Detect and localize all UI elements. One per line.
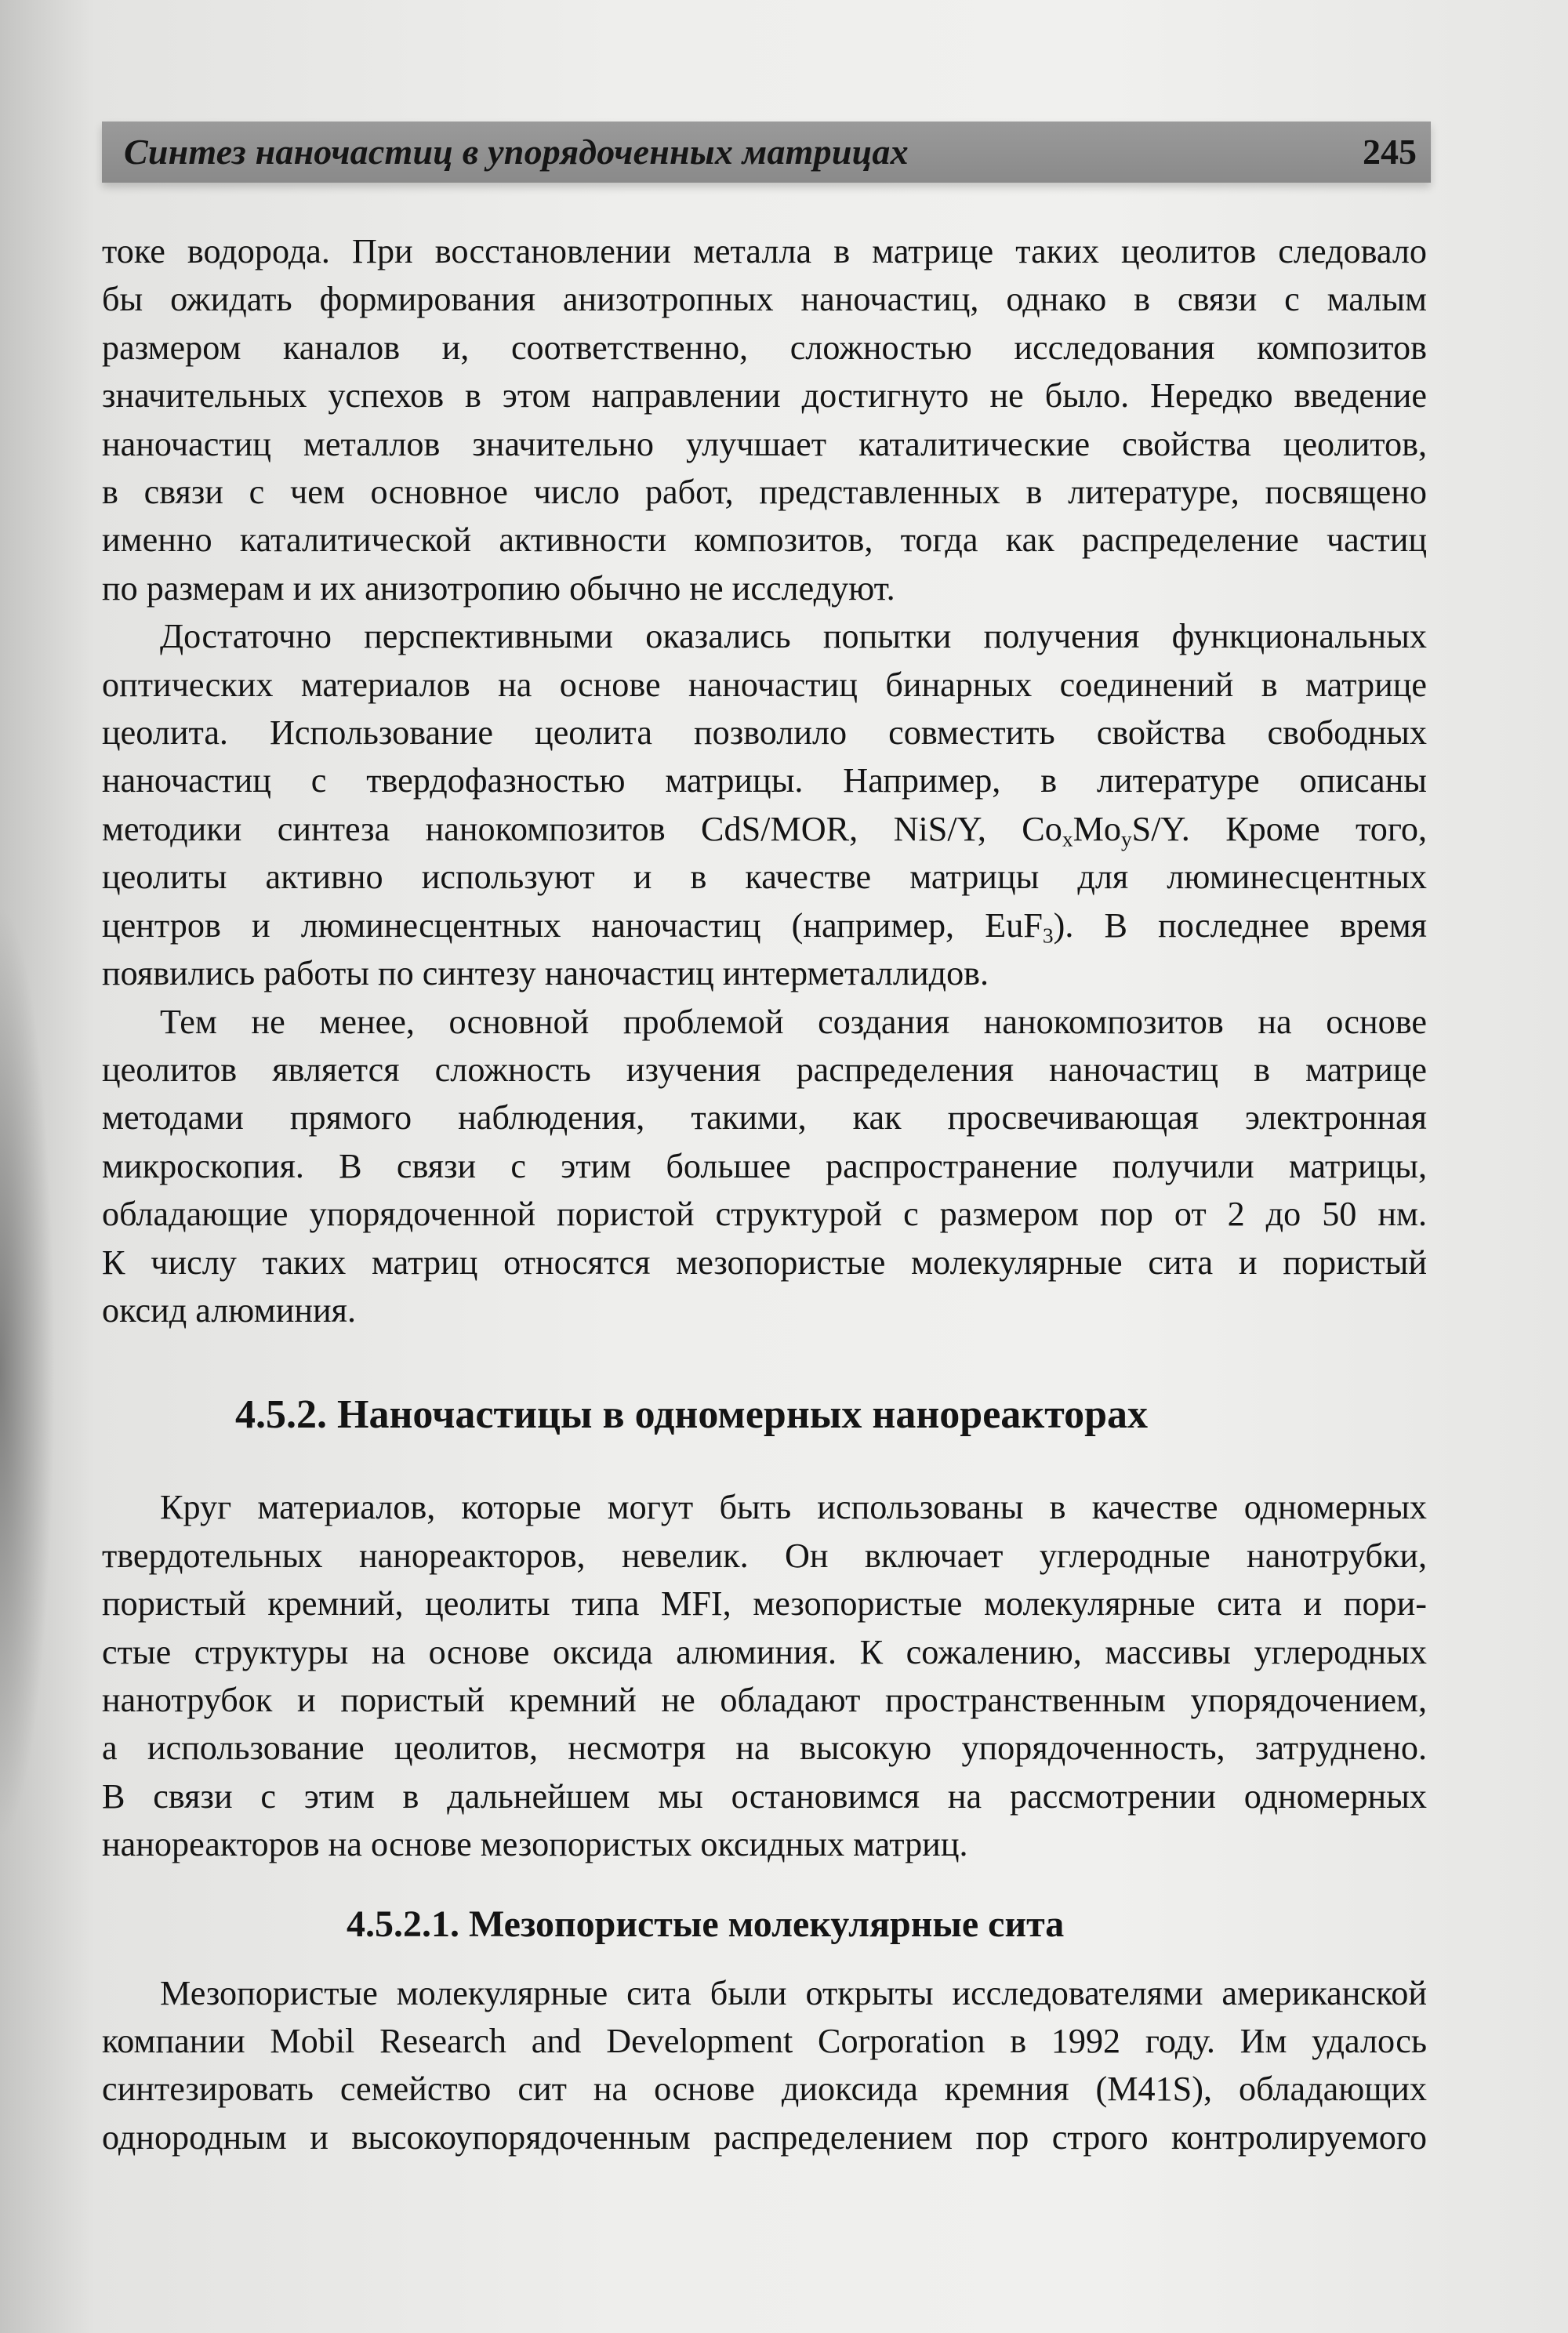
text-line: однородным и высокоупорядоченным распределением пор строго контролируемого [102, 2117, 1427, 2157]
subsection-heading: 4.5.2.1. Мезопористые молекулярные сита [347, 1903, 1065, 1945]
text-line: наночастиц металлов значительно улучшает каталитические свойства цеолитов, [102, 424, 1427, 463]
text-line: твердотельных нанореакторов, невелик. Он включает углеродные нанотрубки, [102, 1536, 1427, 1575]
page-number: 245 [1363, 132, 1417, 172]
text-line: В связи с этим в дальнейшем мы остановимся на рассмотрении одномерных [102, 1776, 1427, 1816]
text-fragment: центров и люминесцентных наночастиц (например, EuF [102, 905, 1043, 945]
text-line: оптических материалов на основе наночастиц бинарных соединений в матрице [102, 665, 1427, 704]
subscript: x [1062, 827, 1073, 851]
paragraph-3 [102, 998, 1427, 1335]
paragraph-4 [102, 1483, 1427, 1868]
text-line: обладающие упорядоченной пористой структурой с размером пор от 2 до 50 нм. [102, 1195, 1427, 1234]
text-line: оксид алюминия. [102, 1290, 357, 1330]
text-line: нанотрубок и пористый кремний не обладают пространственным упорядочением, [102, 1680, 1427, 1719]
text-line: а использование цеолитов, несмотря на высокую упорядоченность, затруднено. [102, 1729, 1427, 1768]
text-fragment: S/Y. Кроме того, [1131, 809, 1427, 848]
text-line: Достаточно перспективными оказались попытки получения функциональных [160, 617, 1427, 656]
text-line: компании Mobil Research and Development Corporation в 1992 году. Им удалось [102, 2022, 1427, 2060]
section-heading: 4.5.2. Наночастицы в одномерных нанореакторах [235, 1392, 1149, 1438]
paragraph-2 [102, 612, 1427, 997]
text-line: цеолита. Использование цеолита позволило совместить свойства свободных [102, 713, 1427, 753]
text-line-formula [102, 902, 1427, 949]
text-line: К числу таких матриц относятся мезопористые молекулярные сита и пористый [102, 1243, 1427, 1282]
text-line: размером каналов и, соответственно, сложностью исследования композитов [102, 328, 1427, 367]
text-line: Мезопористые молекулярные сита были открыты исследователями американской [160, 1973, 1427, 2012]
paragraph-5 [102, 1969, 1427, 2162]
text-line: пористый кремний, цеолиты типа MFI, мезопористые молекулярные сита и пори- [102, 1584, 1427, 1624]
paragraph-1 [102, 227, 1427, 612]
text-fragment: Mo [1073, 809, 1121, 848]
running-header [102, 122, 1431, 183]
text-line: нанореакторов на основе мезопористых оксидных матриц. [102, 1825, 968, 1864]
text-line: по размерам и их анизотропию обычно не исследуют. [102, 568, 895, 608]
subscript: 3 [1042, 923, 1054, 948]
text-line: методами прямого наблюдения, такими, как просвечивающая электронная [102, 1098, 1427, 1137]
text-line: Круг материалов, которые могут быть использованы в качестве одномерных [160, 1488, 1427, 1527]
running-header-title: Синтез наночастиц в упорядоченных матрицах [124, 132, 909, 172]
text-fragment: ). В последнее время [1053, 905, 1427, 945]
text-line: появились работы по синтезу наночастиц интерметаллидов. [102, 954, 989, 993]
text-line: цеолитов является сложность изучения распределения наночастиц в матрице [102, 1050, 1427, 1089]
text-line: именно каталитической активности композитов, тогда как распределение частиц [102, 521, 1427, 560]
text-line: значительных успехов в этом направлении достигнуто не было. Нередко введение [102, 376, 1427, 415]
text-line: токе водорода. При восстановлении металла в матрице таких цеолитов следовало [102, 232, 1427, 270]
body-text [102, 227, 1427, 2161]
text-line: цеолиты активно используют и в качестве матрицы для люминесцентных [102, 858, 1427, 897]
text-line-formula [102, 805, 1427, 853]
text-fragment: методики синтеза нанокомпозитов CdS/MOR, NiS/Y, Co [102, 809, 1062, 848]
text-line: стые структуры на основе оксида алюминия. К сожалению, массивы углеродных [102, 1632, 1427, 1671]
text-line: Тем не менее, основной проблемой создания нанокомпозитов на основе [160, 1002, 1427, 1041]
subscript: y [1120, 827, 1132, 851]
text-line: в связи с чем основное число работ, представленных в литературе, посвящено [102, 473, 1427, 512]
text-line: наночастиц с твердофазностью матрицы. Например, в литературе описаны [102, 761, 1427, 800]
text-line: синтезировать семейство сит на основе диоксида кремния (M41S), обладающих [102, 2070, 1427, 2109]
text-line: бы ожидать формирования анизотропных наночастиц, однако в связи с малым [102, 280, 1427, 319]
text-line: микроскопия. В связи с этим большее распространение получили матрицы, [102, 1146, 1427, 1185]
